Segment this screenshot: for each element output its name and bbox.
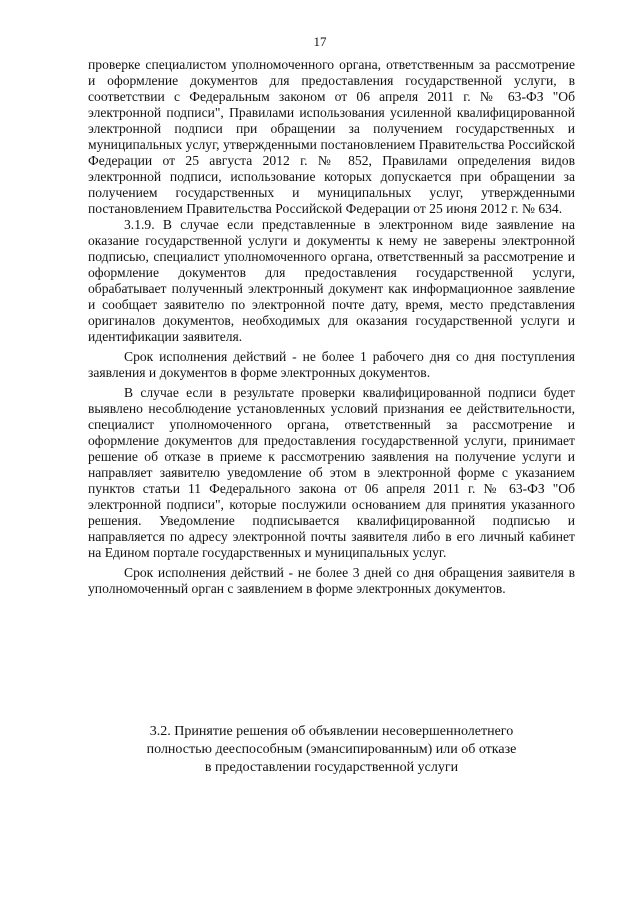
paragraph-deadline-1-day: Срок исполнения действий - не более 1 рабочего дня со дня поступления заявления и документов в форме электронных документов.: [88, 349, 575, 380]
paragraph-deadline-3-days: Срок исполнения действий - не более 3 дней со дня обращения заявителя в уполномоченный орган с заявлением в форме электронных документов.: [88, 565, 575, 596]
section-heading-line: полностью дееспособным (эмансипированным) или об отказе: [146, 742, 517, 757]
paragraph-signature-verification: проверке специалистом уполномоченного органа, ответственным за рассмотрение и оформление документов для предоставления государственной услуги, в соответствии с Федеральным законом от 06 апреля 2011 г. № 63-ФЗ "Об электронной подписи", Правилами использования усиленной квалифицированной электронной подписи при обращении за получением государственных и муниципальных услуг, утвержденными постановлением Правительства Российской Федерации от 25 августа 2012 г. № 852, Правилами определения видов электронной подписи, использование которых допускается при обращении за получением государственных и муниципальных услуг, утвержденными постановлением Правительства Российской Федерации от 25 июня 2012 г. № 634.: [88, 57, 575, 216]
section-heading-line: 3.2. Принятие решения об объявлении несовершеннолетнего: [149, 724, 514, 739]
paragraph-3-1-9: 3.1.9. В случае если представленные в электронном виде заявление на оказание государственной услуги и документы к нему не заверены электронной подписью, специалист уполномоченного органа, ответственный за рассмотрение и оформление документов для предоставления государственной услуги, обрабатывает полученный электронный документ как информационное заявление и сообщает заявителю по электронной почте дату, время, место представления оригиналов документов, необходимых для оказания государственной услуги и идентификации заявителя.: [88, 217, 575, 344]
page-number: 17: [313, 34, 327, 49]
section-heading-3-2: [88, 723, 575, 777]
section-heading-line: в предоставлении государственной услуги: [204, 760, 459, 775]
paragraph-signature-invalid: В случае если в результате проверки квалифицированной подписи будет выявлено несоблюдение установленных условий признания ее действительности, специалист уполномоченного органа, ответственный за рассмотрение и оформление документов для предоставления государственной услуги, принимает решение об отказе в приеме к рассмотрению заявления на получение услуги и направляет заявителю уведомление об этом в электронной форме с указанием пунктов статьи 11 Федерального закона от 06 апреля 2011 г. № 63-ФЗ "Об электронной подписи", которые послужили основанием для принятия указанного решения. Уведомление подписывается квалифицированной подписью и направляется по адресу электронной почты заявителя либо в его личный кабинет на Едином портале государственных и муниципальных услуг.: [88, 385, 575, 560]
body-text: [88, 57, 575, 597]
